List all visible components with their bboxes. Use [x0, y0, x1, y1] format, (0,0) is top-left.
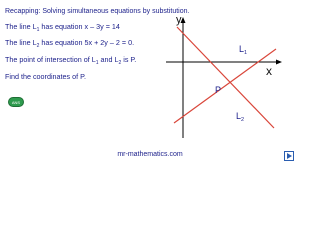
line2-label-subscript: 2 — [241, 117, 245, 123]
next-slide-icon[interactable] — [284, 151, 294, 161]
intersection-suffix: is P. — [121, 55, 137, 64]
line2-equation: has equation 5x + 2y – 2 = 0. — [39, 38, 135, 47]
line1-label — [239, 44, 247, 54]
line1-subscript: 1 — [36, 27, 40, 33]
task-statement: Find the coordinates of P. — [5, 72, 86, 81]
intersection-sub2: 2 — [118, 60, 122, 66]
answer-button[interactable]: ANS — [8, 97, 24, 107]
line2-label — [236, 111, 244, 121]
line2-subscript: 2 — [36, 43, 40, 49]
site-footer: mr-mathematics.com — [117, 151, 183, 158]
line1-statement — [5, 22, 120, 33]
line-l1 — [174, 49, 276, 123]
line2-label-letter: L — [236, 111, 242, 121]
intersection-mid: and L — [98, 55, 119, 64]
intersection-point-label: P — [215, 85, 222, 95]
line1-prefix: The line L — [5, 22, 37, 31]
slide-title: Recapping: Solving simultaneous equations by substitution. — [5, 8, 190, 15]
line2-statement — [5, 38, 134, 49]
intersection-sub1: 1 — [95, 60, 99, 66]
line1-equation: has equation x – 3y = 14 — [39, 22, 120, 31]
x-axis-label: x — [266, 64, 272, 78]
line-l2 — [177, 27, 274, 128]
intersection-prefix: The point of intersection of L — [5, 55, 96, 64]
line2-prefix: The line L — [5, 38, 37, 47]
line1-label-letter: L — [239, 44, 245, 54]
x-axis-arrow-icon — [276, 60, 282, 65]
line1-label-subscript: 1 — [244, 50, 248, 56]
intersection-statement — [5, 55, 136, 66]
y-axis-label: y — [176, 14, 182, 26]
